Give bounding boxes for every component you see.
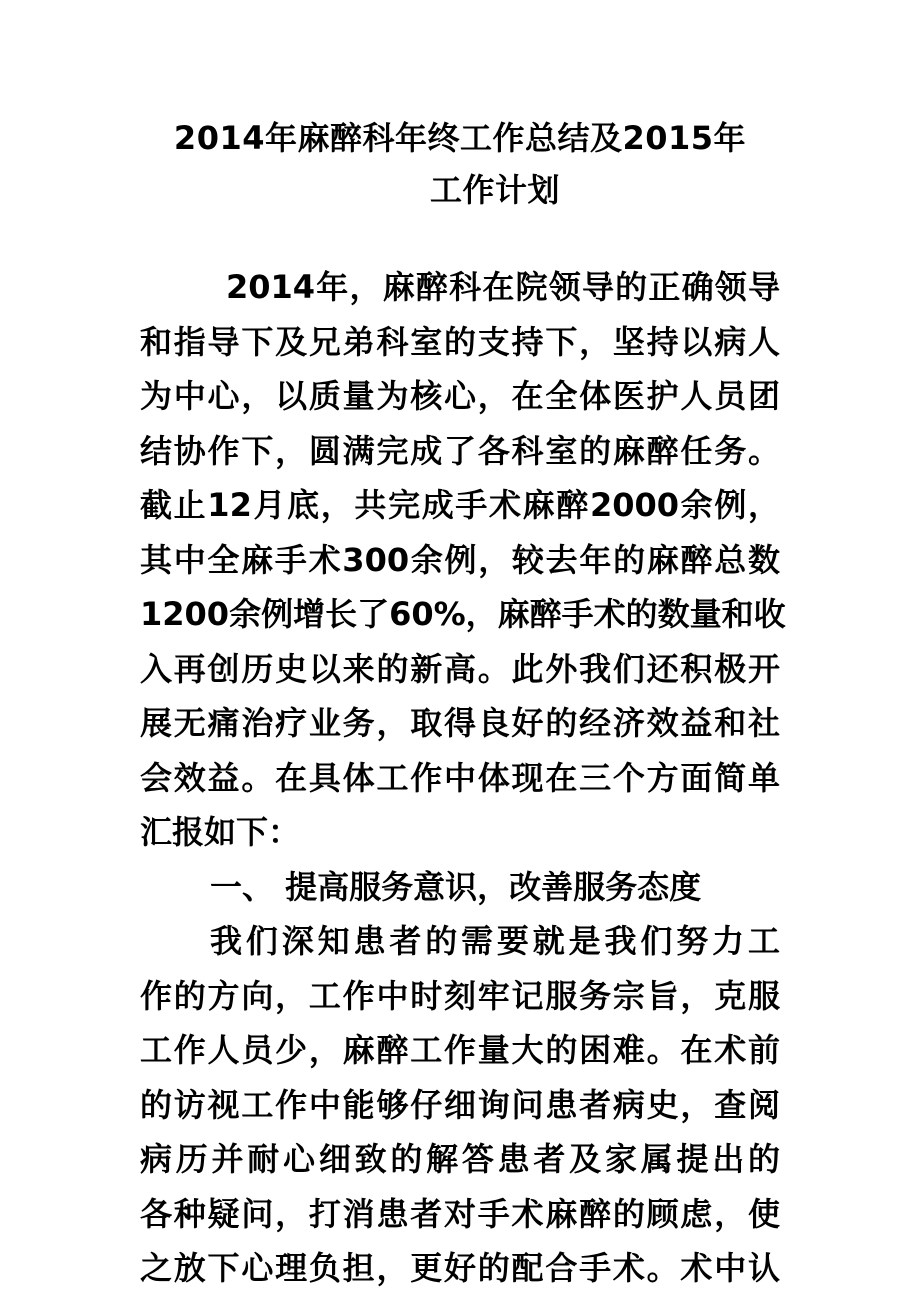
document-title bbox=[140, 112, 780, 216]
paragraph-1-line-6: 其中全麻手术300余例，较去年的麻醉总数 bbox=[140, 540, 780, 579]
title-line-2: 工作计划 bbox=[429, 171, 560, 209]
paragraph-2-line-4: 的访视工作中能够仔细询问患者病史，查阅 bbox=[140, 1085, 780, 1124]
paragraph-2-line-3: 工作人员少，麻醉工作量大的困难。在术前 bbox=[140, 1031, 780, 1069]
paragraph-2-line-2: 作的方向，工作中时刻牢记服务宗旨，克服 bbox=[140, 976, 780, 1015]
paragraph-1-line-10: 会效益。在具体工作中体现在三个方面简单 bbox=[140, 758, 780, 797]
paragraph-2-line-6: 各种疑问，打消患者对手术麻醉的顾虑，使 bbox=[140, 1194, 780, 1233]
paragraph-2-line-5: 病历并耐心细致的解答患者及家属提出的 bbox=[140, 1140, 780, 1178]
paragraph-1-line-11: 汇报如下： bbox=[140, 813, 301, 851]
paragraph-1-line-3: 为中心，以质量为核心，在全体医护人员团 bbox=[140, 377, 780, 415]
document-body bbox=[140, 260, 786, 1296]
paragraph-2-line-7: 之放下心理负担，更好的配合手术。术中认 bbox=[140, 1249, 780, 1287]
paragraph-1-line-9: 展无痛治疗业务，取得良好的经济效益和社 bbox=[140, 704, 780, 742]
paragraph-1-line-5: 截止12月底，共完成手术麻醉2000余例， bbox=[140, 486, 780, 524]
section-1-heading: 一、 提高服务意识，改善服务态度 bbox=[210, 867, 702, 906]
paragraph-1-line-8: 入再创历史以来的新高。此外我们还积极开 bbox=[140, 649, 780, 688]
paragraph-2-line-1: 我们深知患者的需要就是我们努力工 bbox=[210, 922, 780, 960]
paragraph-1-line-1: 2014年，麻醉科在院领导的正确领导 bbox=[226, 268, 780, 306]
paragraph-1-line-4: 结协作下，圆满完成了各科室的麻醉任务。 bbox=[140, 431, 780, 470]
paragraph-1-line-2: 和指导下及兄弟科室的支持下，坚持以病人 bbox=[140, 322, 780, 361]
title-line-1: 2014年麻醉科年终工作总结及2015年 bbox=[173, 119, 747, 157]
paragraph-1-line-7: 1200余例增长了60%，麻醉手术的数量和收 bbox=[140, 595, 786, 633]
